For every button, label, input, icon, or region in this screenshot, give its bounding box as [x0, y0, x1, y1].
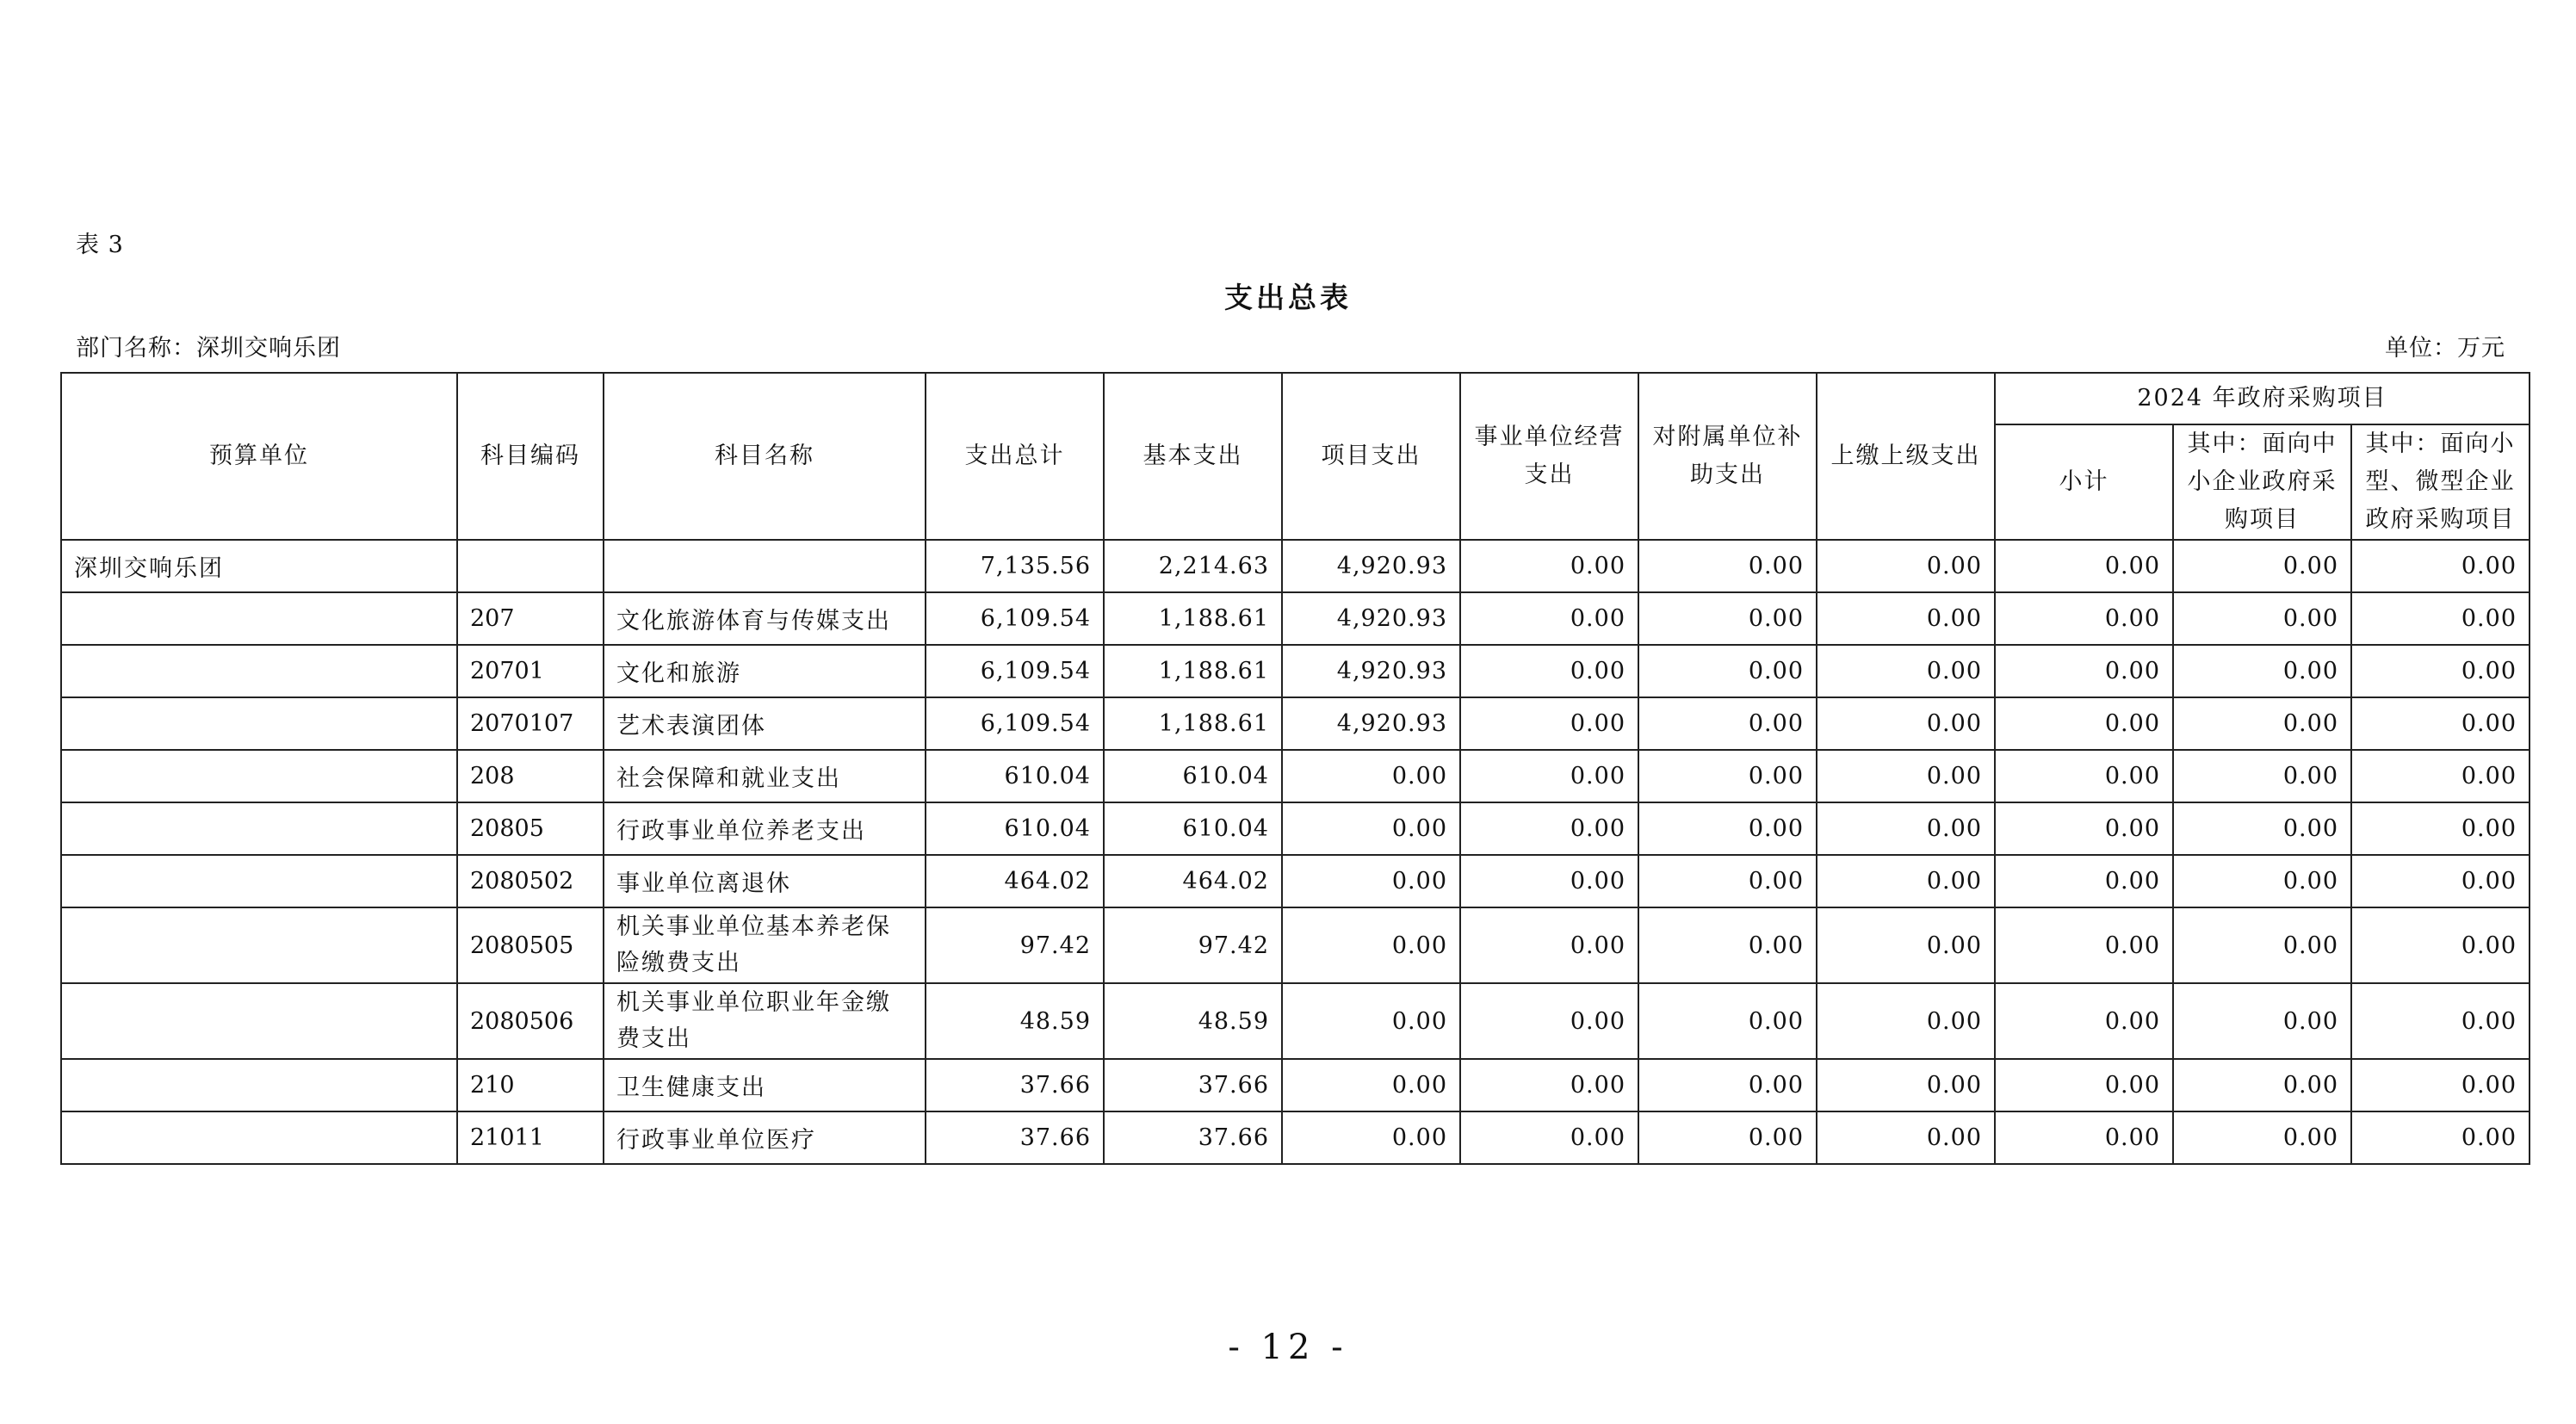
cell-sme: 0.00 [2173, 855, 2351, 907]
cell-total: 37.66 [926, 1111, 1104, 1164]
cell-project: 4,920.93 [1282, 540, 1460, 592]
cell-total: 610.04 [926, 802, 1104, 855]
cell-micro: 0.00 [2351, 1111, 2530, 1164]
cell-name: 机关事业单位基本养老保险缴费支出 [604, 907, 926, 983]
cell-code: 21011 [457, 1111, 604, 1164]
cell-unit [61, 697, 457, 750]
header-sme: 其中：面向中小企业政府采购项目 [2173, 424, 2351, 540]
header-budget-unit: 预算单位 [61, 373, 457, 540]
header-remit: 上缴上级支出 [1817, 373, 1995, 540]
cell-sme: 0.00 [2173, 592, 2351, 645]
cell-remit: 0.00 [1817, 750, 1995, 802]
cell-basic: 1,188.61 [1104, 645, 1282, 697]
cell-unit [61, 1111, 457, 1164]
cell-total: 97.42 [926, 907, 1104, 983]
cell-name: 事业单位离退休 [604, 855, 926, 907]
cell-unit [61, 907, 457, 983]
header-subject-name: 科目名称 [604, 373, 926, 540]
cell-subsidy: 0.00 [1638, 697, 1817, 750]
unit-label: 单位：万元 [2385, 335, 2505, 362]
cell-subtotal: 0.00 [1995, 592, 2173, 645]
cell-basic: 48.59 [1104, 983, 1282, 1059]
table-row [61, 983, 2530, 1059]
cell-business: 0.00 [1460, 855, 1638, 907]
cell-subsidy: 0.00 [1638, 1111, 1817, 1164]
cell-code: 2080502 [457, 855, 604, 907]
cell-remit: 0.00 [1817, 1059, 1995, 1111]
cell-sme: 0.00 [2173, 697, 2351, 750]
cell-code: 208 [457, 750, 604, 802]
cell-subtotal: 0.00 [1995, 983, 2173, 1059]
table-row [61, 697, 2530, 750]
cell-subsidy: 0.00 [1638, 907, 1817, 983]
table-row [61, 802, 2530, 855]
cell-remit: 0.00 [1817, 855, 1995, 907]
cell-sme: 0.00 [2173, 1111, 2351, 1164]
header-project: 项目支出 [1282, 373, 1460, 540]
cell-name: 艺术表演团体 [604, 697, 926, 750]
cell-basic: 1,188.61 [1104, 592, 1282, 645]
cell-total: 48.59 [926, 983, 1104, 1059]
cell-business: 0.00 [1460, 540, 1638, 592]
cell-remit: 0.00 [1817, 1111, 1995, 1164]
cell-business: 0.00 [1460, 802, 1638, 855]
cell-subtotal: 0.00 [1995, 855, 2173, 907]
table-row [61, 907, 2530, 983]
cell-code: 20701 [457, 645, 604, 697]
cell-total: 6,109.54 [926, 645, 1104, 697]
department-name: 部门名称：深圳交响乐团 [76, 335, 341, 362]
cell-subtotal: 0.00 [1995, 1111, 2173, 1164]
table-row [61, 645, 2530, 697]
cell-subsidy: 0.00 [1638, 750, 1817, 802]
cell-remit: 0.00 [1817, 592, 1995, 645]
cell-subsidy: 0.00 [1638, 540, 1817, 592]
cell-unit: 深圳交响乐团 [61, 540, 457, 592]
cell-name: 卫生健康支出 [604, 1059, 926, 1111]
cell-basic: 610.04 [1104, 802, 1282, 855]
cell-unit [61, 802, 457, 855]
cell-subsidy: 0.00 [1638, 1059, 1817, 1111]
header-basic: 基本支出 [1104, 373, 1282, 540]
cell-project: 0.00 [1282, 855, 1460, 907]
cell-name: 社会保障和就业支出 [604, 750, 926, 802]
cell-subtotal: 0.00 [1995, 907, 2173, 983]
cell-code [457, 540, 604, 592]
cell-subsidy: 0.00 [1638, 802, 1817, 855]
cell-unit [61, 1059, 457, 1111]
cell-project: 0.00 [1282, 750, 1460, 802]
cell-remit: 0.00 [1817, 540, 1995, 592]
cell-basic: 37.66 [1104, 1111, 1282, 1164]
cell-sme: 0.00 [2173, 645, 2351, 697]
cell-subsidy: 0.00 [1638, 983, 1817, 1059]
cell-subtotal: 0.00 [1995, 697, 2173, 750]
cell-remit: 0.00 [1817, 983, 1995, 1059]
cell-sme: 0.00 [2173, 907, 2351, 983]
cell-name: 文化旅游体育与传媒支出 [604, 592, 926, 645]
cell-code: 20805 [457, 802, 604, 855]
header-business: 事业单位经营支出 [1460, 373, 1638, 540]
cell-remit: 0.00 [1817, 802, 1995, 855]
cell-name: 行政事业单位养老支出 [604, 802, 926, 855]
cell-code: 2080506 [457, 983, 604, 1059]
cell-code: 2070107 [457, 697, 604, 750]
cell-subtotal: 0.00 [1995, 1059, 2173, 1111]
cell-business: 0.00 [1460, 1111, 1638, 1164]
cell-name: 机关事业单位职业年金缴费支出 [604, 983, 926, 1059]
cell-basic: 610.04 [1104, 750, 1282, 802]
cell-unit [61, 645, 457, 697]
cell-project: 0.00 [1282, 983, 1460, 1059]
cell-total: 6,109.54 [926, 697, 1104, 750]
cell-project: 0.00 [1282, 1111, 1460, 1164]
cell-sme: 0.00 [2173, 1059, 2351, 1111]
cell-subsidy: 0.00 [1638, 645, 1817, 697]
cell-basic: 2,214.63 [1104, 540, 1282, 592]
cell-subsidy: 0.00 [1638, 592, 1817, 645]
cell-micro: 0.00 [2351, 802, 2530, 855]
page-number: - 12 - [1228, 1328, 1348, 1367]
cell-micro: 0.00 [2351, 855, 2530, 907]
cell-project: 0.00 [1282, 907, 1460, 983]
expenditure-table [60, 372, 2530, 1165]
table-row [61, 750, 2530, 802]
cell-business: 0.00 [1460, 983, 1638, 1059]
header-subtotal: 小计 [1995, 424, 2173, 540]
cell-micro: 0.00 [2351, 697, 2530, 750]
cell-remit: 0.00 [1817, 697, 1995, 750]
cell-business: 0.00 [1460, 1059, 1638, 1111]
cell-total: 6,109.54 [926, 592, 1104, 645]
cell-remit: 0.00 [1817, 645, 1995, 697]
cell-name [604, 540, 926, 592]
cell-business: 0.00 [1460, 907, 1638, 983]
cell-name: 文化和旅游 [604, 645, 926, 697]
header-subsidy: 对附属单位补助支出 [1638, 373, 1817, 540]
cell-business: 0.00 [1460, 697, 1638, 750]
cell-code: 210 [457, 1059, 604, 1111]
cell-sme: 0.00 [2173, 983, 2351, 1059]
header-total: 支出总计 [926, 373, 1104, 540]
cell-business: 0.00 [1460, 645, 1638, 697]
cell-total: 37.66 [926, 1059, 1104, 1111]
cell-basic: 37.66 [1104, 1059, 1282, 1111]
cell-total: 464.02 [926, 855, 1104, 907]
cell-remit: 0.00 [1817, 907, 1995, 983]
table-row [61, 1059, 2530, 1111]
cell-micro: 0.00 [2351, 645, 2530, 697]
cell-project: 4,920.93 [1282, 645, 1460, 697]
cell-business: 0.00 [1460, 750, 1638, 802]
cell-basic: 464.02 [1104, 855, 1282, 907]
cell-sme: 0.00 [2173, 540, 2351, 592]
cell-code: 2080505 [457, 907, 604, 983]
cell-unit [61, 855, 457, 907]
cell-name: 行政事业单位医疗 [604, 1111, 926, 1164]
header-micro: 其中：面向小型、微型企业政府采购项目 [2351, 424, 2530, 540]
cell-unit [61, 592, 457, 645]
cell-project: 4,920.93 [1282, 592, 1460, 645]
cell-unit [61, 750, 457, 802]
table-row [61, 592, 2530, 645]
cell-micro: 0.00 [2351, 750, 2530, 802]
cell-subtotal: 0.00 [1995, 645, 2173, 697]
cell-subtotal: 0.00 [1995, 750, 2173, 802]
cell-sme: 0.00 [2173, 802, 2351, 855]
cell-micro: 0.00 [2351, 983, 2530, 1059]
cell-project: 0.00 [1282, 802, 1460, 855]
cell-micro: 0.00 [2351, 540, 2530, 592]
table-row [61, 540, 2530, 592]
cell-total: 7,135.56 [926, 540, 1104, 592]
cell-basic: 97.42 [1104, 907, 1282, 983]
table-row [61, 1111, 2530, 1164]
cell-subsidy: 0.00 [1638, 855, 1817, 907]
cell-sme: 0.00 [2173, 750, 2351, 802]
cell-total: 610.04 [926, 750, 1104, 802]
cell-basic: 1,188.61 [1104, 697, 1282, 750]
cell-unit [61, 983, 457, 1059]
cell-micro: 0.00 [2351, 1059, 2530, 1111]
cell-subtotal: 0.00 [1995, 540, 2173, 592]
table-row [61, 855, 2530, 907]
cell-code: 207 [457, 592, 604, 645]
cell-project: 4,920.93 [1282, 697, 1460, 750]
cell-project: 0.00 [1282, 1059, 1460, 1111]
cell-micro: 0.00 [2351, 907, 2530, 983]
header-procurement-group: 2024 年政府采购项目 [1995, 373, 2530, 424]
header-subject-code: 科目编码 [457, 373, 604, 540]
cell-micro: 0.00 [2351, 592, 2530, 645]
page-title: 支出总表 [1224, 281, 1352, 314]
cell-subtotal: 0.00 [1995, 802, 2173, 855]
table-label: 表 3 [76, 232, 124, 258]
cell-business: 0.00 [1460, 592, 1638, 645]
